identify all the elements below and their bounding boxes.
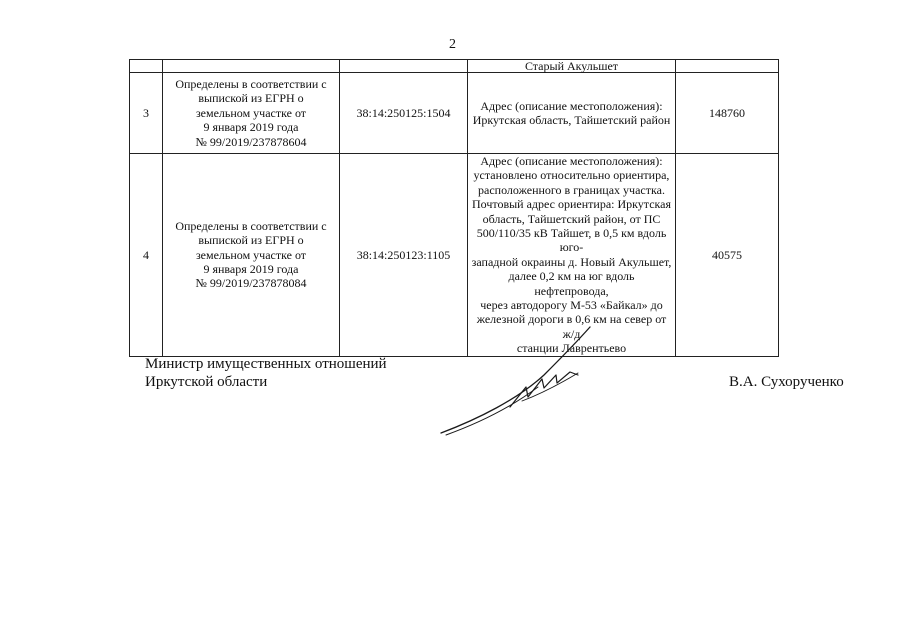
header-empty-cell — [163, 60, 340, 73]
basis-cell: Определены в соответствии с выпиской из ЕГРН о земельном участке от 9 января 2019 года № 99/2019/237878604 — [163, 73, 340, 154]
address-cell: Адрес (описание местоположения): Иркутская область, Тайшетский район — [468, 73, 676, 154]
section-header-cell: Старый Акульшет — [468, 60, 676, 73]
handwritten-signature — [438, 325, 608, 440]
header-empty-cell — [130, 60, 163, 73]
signer-position-line: Иркутской области — [145, 374, 268, 390]
cadastral-number-cell: 38:14:250123:1105 — [340, 154, 468, 357]
address-cell: Адрес (описание местоположения): установлено относительно ориентира, расположенного в границах участка. Почтовый адрес ориентира: Иркутская область, Тайшетский район, от ПС 500/110/35 кВ Тайшет, в 0,5 км вдоль юго- западной окраины д. Новый Акульшет, далее 0,2 км на юг вдоль нефтепровода, через автодорогу М-53 «Байкал» до железной дороги в 0,6 км на север от ж/д станции Лаврентьево — [468, 154, 676, 357]
area-cell: 40575 — [676, 154, 779, 357]
page-number: 2 — [449, 37, 456, 52]
area-cell: 148760 — [676, 73, 779, 154]
header-empty-cell — [340, 60, 468, 73]
land-plots-table — [129, 59, 779, 357]
cadastral-number-cell: 38:14:250125:1504 — [340, 73, 468, 154]
signer-position-line: Министр имущественных отношений — [145, 356, 387, 372]
row-number: 4 — [130, 154, 163, 357]
signer-name: В.А. Сухорученко — [729, 374, 844, 390]
basis-cell: Определены в соответствии с выпиской из ЕГРН о земельном участке от 9 января 2019 года № 99/2019/237878084 — [163, 154, 340, 357]
row-number: 3 — [130, 73, 163, 154]
signer-position — [145, 355, 387, 391]
header-empty-cell — [676, 60, 779, 73]
table-header-row — [130, 60, 779, 73]
table-row — [130, 73, 779, 154]
